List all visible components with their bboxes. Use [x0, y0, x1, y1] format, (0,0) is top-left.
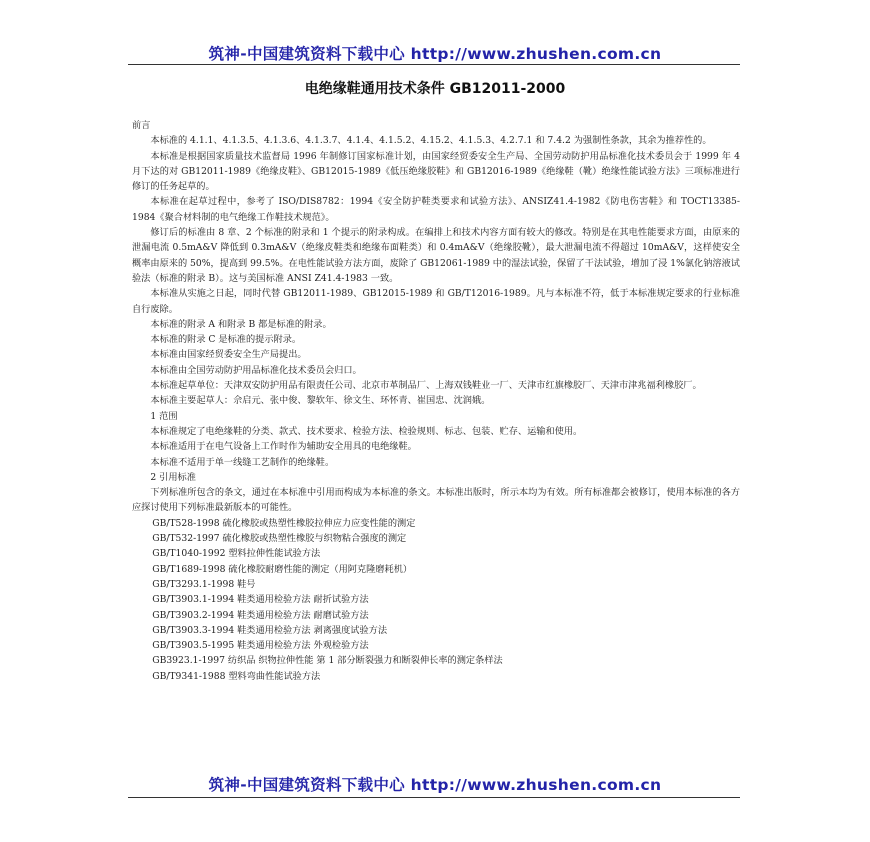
reference-item: GB/T3903.2-1994 鞋类通用检验方法 耐磨试验方法 [152, 609, 369, 621]
footer-divider [128, 797, 740, 798]
paragraph: 本标准从实施之日起，同时代替 GB12011-1989、GB12015-1989 和 GB/T12016-1989。凡与本标准不符，低于本标准规定要求的行业标准自行废除。 [132, 288, 740, 315]
header-divider [128, 64, 740, 65]
paragraph: 本标准主要起草人：佘启元、张中俊、黎软年、徐文生、环怀青、崔国忠、沈润娥。 [150, 395, 491, 407]
paragraph: 本标准不适用于单一线缝工艺制作的绝缘鞋。 [150, 456, 335, 468]
reference-item: GB/T528-1998 硫化橡胶或热塑性橡胶拉伸应力应变性能的测定 [152, 517, 416, 529]
reference-item: GB3923.1-1997 纺织品 织物拉伸性能 第 1 部分断裂强力和断裂伸长率的测定条样法 [152, 655, 503, 667]
paragraph: 本标准由全国劳动防护用品标准化技术委员会归口。 [150, 364, 362, 376]
reference-item: GB/T3293.1-1998 鞋号 [152, 578, 256, 590]
paragraph: 下列标准所包含的条文，通过在本标准中引用而构成为本标准的条文。本标准出版时，所示本均为有效。所有标准都会被修订，使用本标准的各方应探讨使用下列标准最新版本的可能性。 [132, 487, 740, 514]
paragraph: 本标准的附录 A 和附录 B 都是标准的附录。 [150, 318, 332, 330]
header-banner: 筑神-中国建筑资料下载中心 http://www.zhushen.com.cn [208, 45, 662, 63]
paragraph: 修订后的标准由 8 章、2 个标准的附录和 1 个提示的附录构成。在编排上和技术内容方面有较大的修改。特别是在其电性能要求方面，由原来的泄漏电流 0.5mA&V 降低到 0.3mA&V（绝缘皮鞋类和绝缘布面鞋类）和 0.4mA&V（绝缘胶靴），最大泄漏电流不得超过 10mA&V，这样使安全概率由原来的 50%，提高到 99.5%。在电性能试验方法方面，废除了 GB12061-1989 中的湿法试验，保留了干法试验，增加了浸 1%氯化钠溶液试验法（标准的附录 B）。这与美国标准 ANSI Z41.4-1983 一致。 [132, 227, 740, 284]
document-body [132, 118, 740, 684]
paragraph: 1 范围 [150, 410, 178, 422]
document-title: 电绝缘鞋通用技术条件 GB12011-2000 [304, 81, 566, 97]
reference-item: GB/T3903.5-1995 鞋类通用检验方法 外观检验方法 [152, 640, 369, 652]
paragraph: 前言 [132, 120, 151, 131]
reference-item: GB/T1040-1992 塑料拉伸性能试验方法 [152, 548, 321, 560]
paragraph: 本标准是根据国家质量技术监督局 1996 年制修订国家标准计划，由国家经贸委安全生产局、全国劳动防护用品标准化技术委员会于 1999 年 4 月下达的对 GB12011-1989《绝缘皮鞋》、GB12015-1989《低压绝缘胶鞋》和 GB12016-1989《绝缘鞋（靴）绝缘性能试验方法》三项标准进行修订的任务起草的。 [132, 150, 740, 193]
paragraph: 本标准在起草过程中，参考了 ISO/DIS8782：1994《安全防护鞋类要求和试验方法》、ANSIZ41.4-1982《防电伤害鞋》和 TOCT13385-1984《聚合材料制的电气绝缘工作鞋技术规范》。 [132, 196, 740, 223]
reference-item: GB/T1689-1998 硫化橡胶耐磨性能的测定（用阿克隆磨耗机） [152, 563, 413, 575]
reference-item: GB/T3903.1-1994 鞋类通用检验方法 耐折试验方法 [152, 594, 369, 606]
reference-item: GB/T3903.3-1994 鞋类通用检验方法 剥离强度试验方法 [152, 624, 388, 636]
paragraph: 2 引用标准 [150, 471, 196, 483]
paragraph: 本标准适用于在电气设备上工作时作为辅助安全用具的电绝缘鞋。 [150, 441, 417, 453]
paragraph: 本标准规定了电绝缘鞋的分类、款式、技术要求、检验方法、检验规则、标志、包装、贮存、运输和使用。 [150, 425, 583, 437]
paragraph: 本标准由国家经贸委安全生产局提出。 [150, 349, 307, 361]
reference-item: GB/T9341-1988 塑料弯曲性能试验方法 [152, 670, 321, 682]
reference-item: GB/T532-1997 硫化橡胶或热塑性橡胶与织物粘合强度的测定 [152, 533, 407, 545]
paragraph: 本标准的附录 C 是标准的提示附录。 [150, 334, 302, 346]
paragraph: 本标准的 4.1.1、4.1.3.5、4.1.3.6、4.1.3.7、4.1.4、4.1.5.2、4.15.2、4.1.5.3、4.2.7.1 和 7.4.2 为强制性条款，其余为推荐性的。 [150, 135, 712, 147]
footer-banner: 筑神-中国建筑资料下载中心 http://www.zhushen.com.cn [208, 776, 662, 794]
paragraph: 本标准起草单位：天津双安防护用品有限责任公司、北京市革制品厂、上海双钱鞋业一厂、天津市红旗橡胶厂、天津市津兆福利橡胶厂。 [150, 380, 702, 392]
